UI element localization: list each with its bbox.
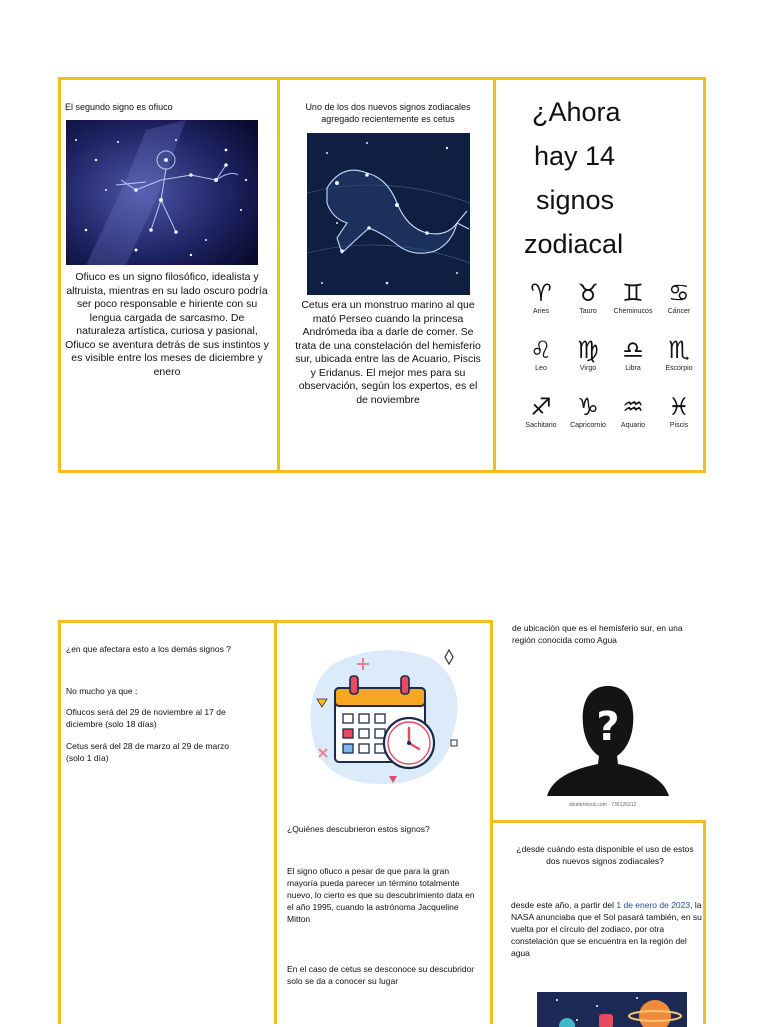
answer-text-after: , la NASA anunciaba que el Sol pasará también, en su vuelta por el círculo del zodiaco, por otra constelación que se encuentra en la región del agua: [511, 900, 702, 958]
capricorn-icon: ♑: [577, 393, 599, 421]
ophiuchus-heading: El segundo signo es ofiuco: [65, 102, 173, 112]
sign-libra: [610, 336, 656, 374]
panel-14-signs: [493, 77, 706, 473]
ophiuchus-constellation-image: [66, 120, 258, 265]
sign-name: Sachitario: [525, 422, 557, 429]
availability-question: ¿desde cuándo esta disponible el uso de estos dos nuevos signos zodiacales?: [516, 844, 694, 866]
cetus-constellation-image: [307, 133, 470, 295]
panel-cetus: [277, 77, 496, 473]
location-continuation: [507, 620, 707, 810]
sign-aries: [518, 279, 564, 317]
sign-leo: [518, 336, 564, 374]
sign-name: Virgo: [579, 365, 597, 372]
panel-effects: [58, 620, 277, 1024]
panel-discoverers: [274, 620, 493, 1024]
sign-piscis: [656, 393, 702, 431]
sign-sachitario: [518, 393, 564, 431]
sign-capricornio: [565, 393, 611, 431]
cetus-heading: Uno de los dos nuevos signos zodiacales agregado recientemente es cetus: [305, 102, 471, 124]
ophiuchus-discovery-paragraph: El signo ofiuco a pesar de que para la gran mayoría pueda parecer un término totalmente nuevo, lo cierto es que su descubrimiento data en el año 1995, cuando la astrónoma Jacqueline Mitton: [287, 866, 475, 924]
svg-text:?: ?: [596, 704, 620, 750]
libra-icon: ♎: [622, 336, 644, 364]
sign-name: Aries: [533, 308, 549, 315]
aries-icon: ♈: [530, 279, 552, 307]
sign-name: Tauro: [579, 308, 597, 315]
title-line-4: zodiacal: [524, 229, 624, 259]
virgo-icon: ♍: [577, 336, 599, 364]
gemini-icon: ♊: [622, 279, 644, 307]
date-highlight: 1 de enero de 2023: [616, 900, 691, 910]
sign-name: Leo: [535, 365, 547, 372]
location-text: de ubicación que es el hemisferio sur, en una región conocida como Agua: [512, 623, 683, 645]
sign-name: Piscis: [669, 422, 689, 429]
aquarius-icon: ♒: [622, 393, 644, 421]
cetus-body: Cetus era un monstruo marino al que mató Perseo cuando la princesa Andrómeda iba a darle de comer. Se trata de una constelación del hemisferio sur, ubicada entre las de Acuario, Piscis y Eridanus. El mejor mes para su observación, según los expertos, es el de noviembre: [295, 299, 481, 406]
ophiuchus-body: Ofiuco es un signo filosófico, idealista y altruista, mientras en su lado oscuro podría ser poco responsable e hiriente con su lengua cargada de sarcasmo. De naturaleza artística, curiosa y pasional, Ofiuco se aventura detrás de sus instintos y es visible entre los meses de diciembre y enero: [65, 271, 269, 378]
title-line-2: hay 14: [534, 141, 616, 171]
title-line-1: ¿Ahora: [532, 97, 621, 127]
cetus-discovery-paragraph: En el caso de cetus se desconoce su descubridor solo se da a conocer su lugar: [287, 964, 475, 986]
sign-virgo: [565, 336, 611, 374]
discoverers-question: ¿Quiénes descubrieron estos signos?: [287, 824, 430, 834]
sign-name: Capricornio: [570, 422, 606, 429]
sagittarius-icon: ♐: [530, 393, 552, 421]
sign-name: Cheminucos: [613, 308, 653, 315]
sign-cancer: [656, 279, 702, 317]
calendar-clock-icon: [303, 644, 467, 790]
scorpio-icon: ♏: [668, 336, 690, 364]
sign-name: Escorpio: [665, 365, 693, 372]
panel-ophiuchus: [58, 77, 280, 473]
leo-icon: ♌: [530, 336, 552, 364]
title-line-3: signos: [536, 185, 615, 215]
unknown-person-silhouette-icon: [543, 684, 673, 804]
sign-cheminucos: [610, 279, 656, 317]
pisces-icon: ♓: [668, 393, 690, 421]
zodiac-signs-chart: [496, 80, 703, 470]
image-credit: shutterstock.com · 739126312: [569, 802, 637, 808]
sign-escorpio: [656, 336, 702, 374]
answer-text-before: desde este año, a partir del: [511, 900, 617, 910]
cancer-icon: ♋: [668, 279, 690, 307]
sign-tauro: [565, 279, 611, 317]
sign-name: Cáncer: [667, 308, 691, 315]
sign-aquario: [610, 393, 656, 431]
effects-question: ¿en que afectara esto a los demás signos ?: [66, 644, 231, 654]
sign-name: Libra: [625, 365, 641, 372]
panel-availability: [490, 820, 706, 1024]
sign-name: Aquario: [620, 422, 646, 429]
cetus-dates: Cetus será del 28 de marzo al 29 de marzo (solo 1 día): [66, 741, 230, 763]
availability-answer: [511, 899, 703, 959]
ofiucos-dates: Ofiucos será del 29 de noviembre al 17 de diciembre (solo 18 días): [66, 707, 226, 729]
effects-answer: No mucho ya que :: [66, 686, 138, 696]
taurus-icon: ♉: [577, 279, 599, 307]
space-planet-image: [537, 992, 687, 1027]
